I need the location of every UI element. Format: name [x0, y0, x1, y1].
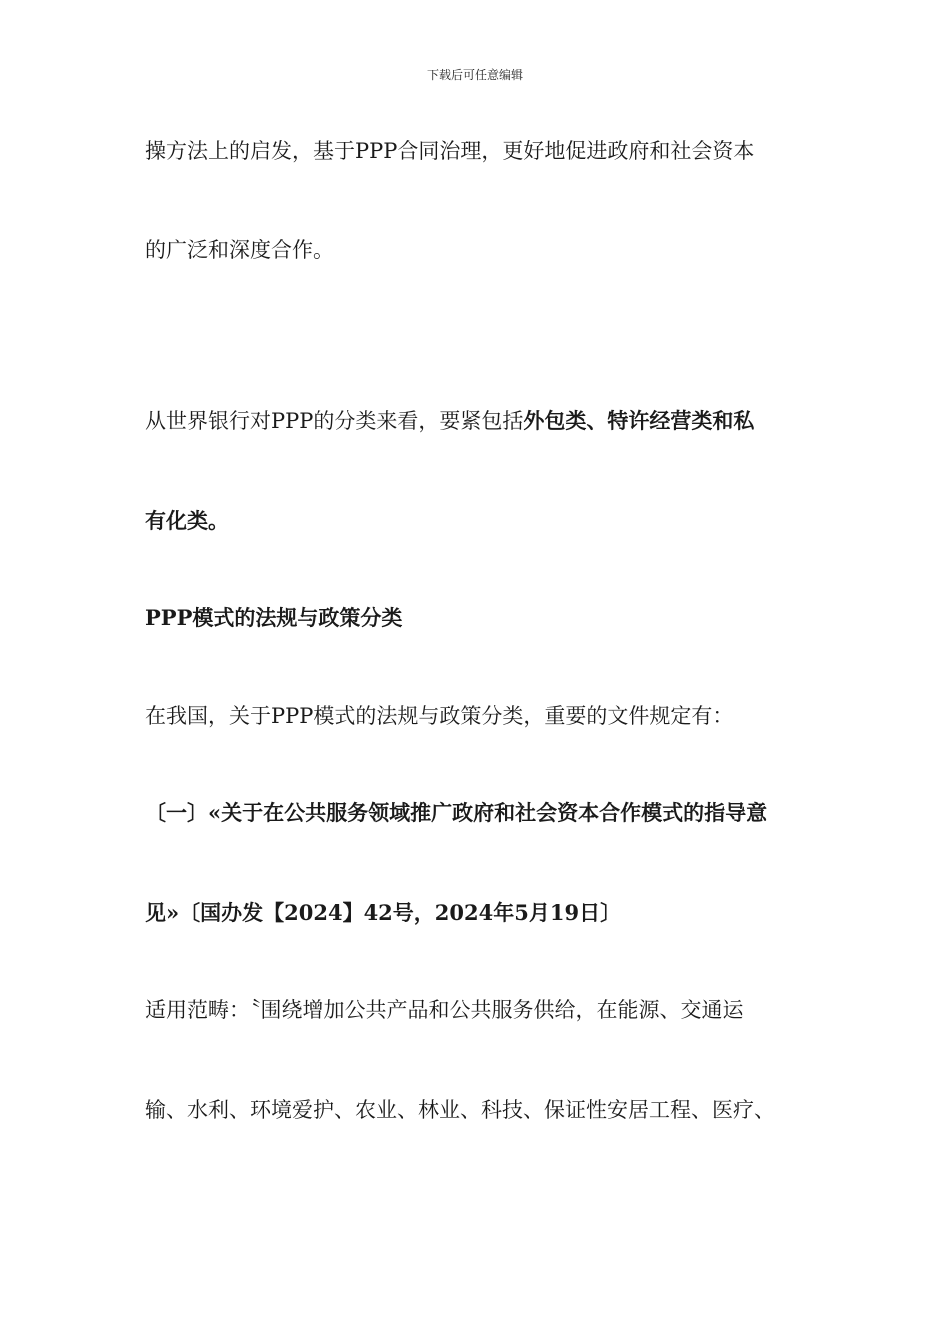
document-1-line-2: 见»〔国办发【2024】42号，2024年5月19日〕 [145, 900, 622, 925]
section-heading: PPP模式的法规与政策分类 [145, 605, 403, 630]
paragraph-2-bold-text: 外包类、特许经营类和私 [523, 408, 755, 433]
paragraph-4-line-2: 输、水利、环境爱护、农业、林业、科技、保证性安居工程、医疗、 [145, 1098, 775, 1122]
paragraph-1-line-1: 操方法上的启发，基于PPP合同治理，更好地促进政府和社会资本 [145, 139, 755, 163]
page-header: 下载后可任意编辑 [426, 68, 523, 82]
paragraph-1-line-2: 的广泛和深度合作。 [145, 238, 334, 262]
paragraph-4-line-1: 适用范畴：〝围绕增加公共产品和公共服务供给，在能源、交通运 [145, 998, 744, 1022]
paragraph-2-normal-text: 从世界银行对PPP的分类来看，要紧包括 [145, 409, 524, 433]
paragraph-2-line-1 [145, 407, 825, 435]
paragraph-2-line-2: 有化类。 [145, 508, 229, 533]
paragraph-3: 在我国，关于PPP模式的法规与政策分类，重要的文件规定有： [145, 704, 734, 728]
document-1-line-1: 〔一〕«关于在公共服务领域推广政府和社会资本合作模式的指导意 [145, 800, 768, 825]
